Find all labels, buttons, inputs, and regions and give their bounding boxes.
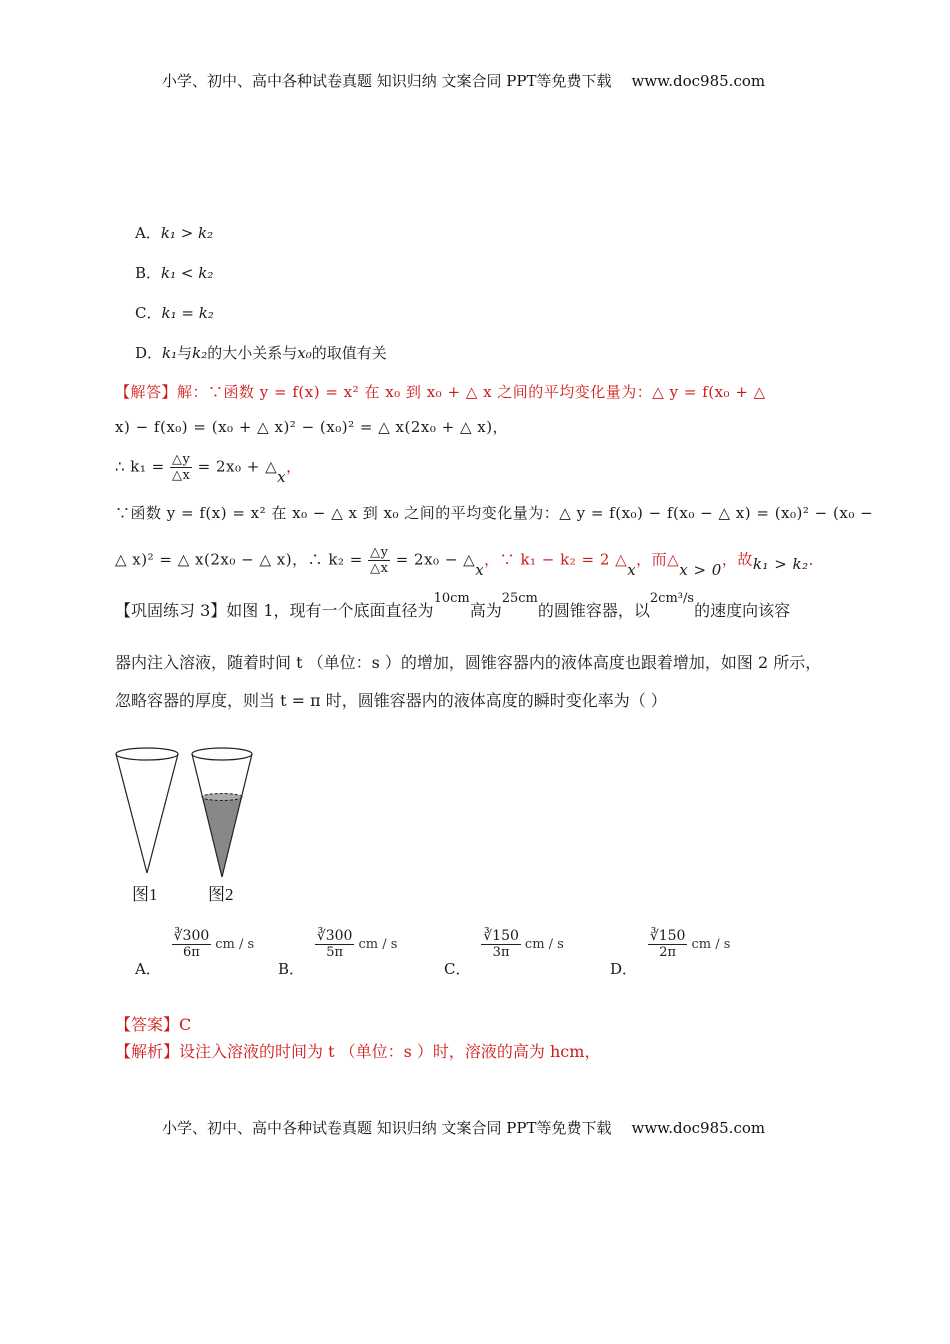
choice-d: [610, 928, 731, 978]
option-label: A．: [135, 224, 161, 242]
solution-text: ．: [808, 550, 825, 569]
fraction-num: ∛150: [649, 928, 686, 944]
solution-var: x > 0: [679, 560, 722, 579]
footer-text: 小学、初中、高中各种试卷真题 知识归纳 文案合同 PPT等免费下载: [162, 1119, 612, 1137]
problem-line-3: [115, 688, 667, 711]
solution-line-5: [115, 545, 825, 579]
choice-a: [135, 928, 255, 978]
option-k2: k₂: [192, 344, 208, 362]
solution-text: △ x)² = △ x(2x₀ − △ x)，∴ k₂ =: [115, 550, 363, 569]
solution-text: ，∵ k₁ − k₂ = 2 △: [484, 550, 628, 569]
header-text: 小学、初中、高中各种试卷真题 知识归纳 文案合同 PPT等免费下载: [162, 72, 612, 90]
problem-value: 2cm³/s: [649, 591, 695, 606]
cone-2: [192, 748, 252, 877]
choice-fraction: [315, 928, 355, 960]
figure-2-label: 图2: [208, 885, 234, 904]
problem-value: 25cm: [501, 591, 538, 606]
fraction-num: △y: [370, 545, 389, 560]
analysis-text: 设注入溶液的时间为 t （单位：s ）时，溶液的高为 hcm，: [179, 1042, 601, 1061]
solution-text: = 2x₀ + △: [197, 457, 278, 476]
fraction-num: ∛300: [316, 928, 353, 944]
solution-tag: 【解答】: [115, 383, 178, 401]
option-k1: k₁: [162, 344, 178, 362]
fraction-den: 5π: [326, 945, 344, 960]
choice-b: [278, 928, 398, 978]
fraction-num: △y: [172, 452, 191, 467]
fraction-den: 3π: [492, 945, 510, 960]
fraction: [368, 545, 390, 576]
choice-unit: cm / s: [215, 937, 255, 952]
problem-text: 器内注入溶液，随着时间 t （单位：s ）的增加，圆锥容器内的液体高度也跟着增加，如图 2 所示，: [115, 653, 822, 672]
answer-line: [115, 1012, 191, 1035]
option-c: [135, 302, 214, 323]
option-text: 与: [177, 344, 193, 362]
choice-label: B．: [278, 960, 305, 978]
choice-fraction: [172, 928, 212, 960]
fraction-den: △x: [172, 468, 191, 483]
analysis-line: [115, 1039, 600, 1062]
choice-label: D．: [610, 960, 638, 978]
choice-label: A．: [135, 960, 161, 978]
solution-text: x) − f(x₀) = (x₀ + △ x)² − (x₀)² = △ x(2x₀ + △ x)，: [115, 418, 509, 436]
solution-var: x: [475, 560, 485, 579]
problem-line-1: [115, 591, 791, 621]
page-header: [162, 70, 765, 91]
option-d: [135, 342, 387, 363]
fraction: [170, 452, 192, 483]
problem-text: 的速度向该容: [694, 601, 791, 620]
solution-line-1: [115, 381, 766, 402]
analysis-tag: 【解析】: [115, 1042, 180, 1061]
footer-site: www.doc985.com: [631, 1119, 766, 1137]
option-expr: k₁ = k₂: [161, 304, 214, 322]
solution-var: k₁ > k₂: [752, 554, 809, 573]
solution-line-4: [115, 502, 873, 523]
solution-var: x: [277, 467, 287, 486]
fraction-den: 2π: [659, 945, 677, 960]
option-text: 的取值有关: [311, 344, 387, 362]
answer-value: C: [179, 1015, 192, 1034]
solution-var: x: [627, 560, 637, 579]
option-label: C．: [135, 304, 162, 322]
fraction-den: 6π: [183, 945, 200, 960]
option-a: [135, 222, 213, 243]
fraction-num: ∛300: [173, 928, 210, 944]
problem-text: 高为: [469, 601, 502, 620]
solution-text: ∵函数 y = f(x) = x² 在 x₀ − △ x 到 x₀ 之间的平均变化量为：△ y = f(x₀) − f(x₀ − △ x) = (x₀)² − (x₀ −: [115, 504, 874, 522]
choice-unit: cm / s: [524, 937, 564, 952]
option-label: D．: [135, 344, 163, 362]
choice-fraction: [481, 928, 521, 960]
problem-line-2: [115, 650, 821, 673]
solution-line-3: [115, 452, 302, 486]
option-expr: k₁ < k₂: [161, 264, 214, 282]
header-site: www.doc985.com: [631, 72, 766, 90]
solution-text: ，而△: [636, 550, 680, 569]
solution-text: ∴ k₁ =: [115, 457, 165, 476]
fraction-num: ∛150: [483, 928, 519, 944]
solution-line-2: [115, 416, 508, 437]
option-label: B．: [135, 264, 162, 282]
problem-text: 的圆锥容器，以: [537, 601, 650, 620]
answer-tag: 【答案】: [115, 1015, 180, 1034]
cone-figure: [105, 740, 275, 910]
problem-tag: 【巩固练习 3】: [115, 601, 227, 620]
solution-text: 解：∵函数 y = f(x) = x² 在 x₀ 到 x₀ + △ x 之间的平均变化量为：△ y = f(x₀ + △: [177, 383, 766, 401]
choice-fraction: [648, 928, 688, 960]
choice-c: [444, 928, 564, 978]
page-footer: [162, 1117, 765, 1138]
choice-unit: cm / s: [358, 937, 398, 952]
solution-text: = 2x₀ − △: [395, 550, 476, 569]
option-text: 的大小关系与: [207, 344, 298, 362]
option-x0: x₀: [297, 344, 312, 362]
option-b: [135, 262, 213, 283]
choice-label: C．: [444, 960, 471, 978]
problem-text: 如图 1，现有一个底面直径为: [226, 601, 434, 620]
choice-unit: cm / s: [691, 937, 731, 952]
option-expr: k₁ > k₂: [160, 224, 214, 242]
problem-text: 忽略容器的厚度，则当 t = π 时，圆锥容器内的液体高度的瞬时变化率为（ ）: [115, 691, 667, 710]
problem-value: 10cm: [433, 591, 470, 606]
cone-1: [116, 748, 178, 873]
solution-text: ，: [286, 457, 302, 476]
solution-text: ，故: [721, 550, 753, 569]
figure-1-label: 图1: [132, 885, 158, 904]
fraction-den: △x: [370, 561, 389, 576]
